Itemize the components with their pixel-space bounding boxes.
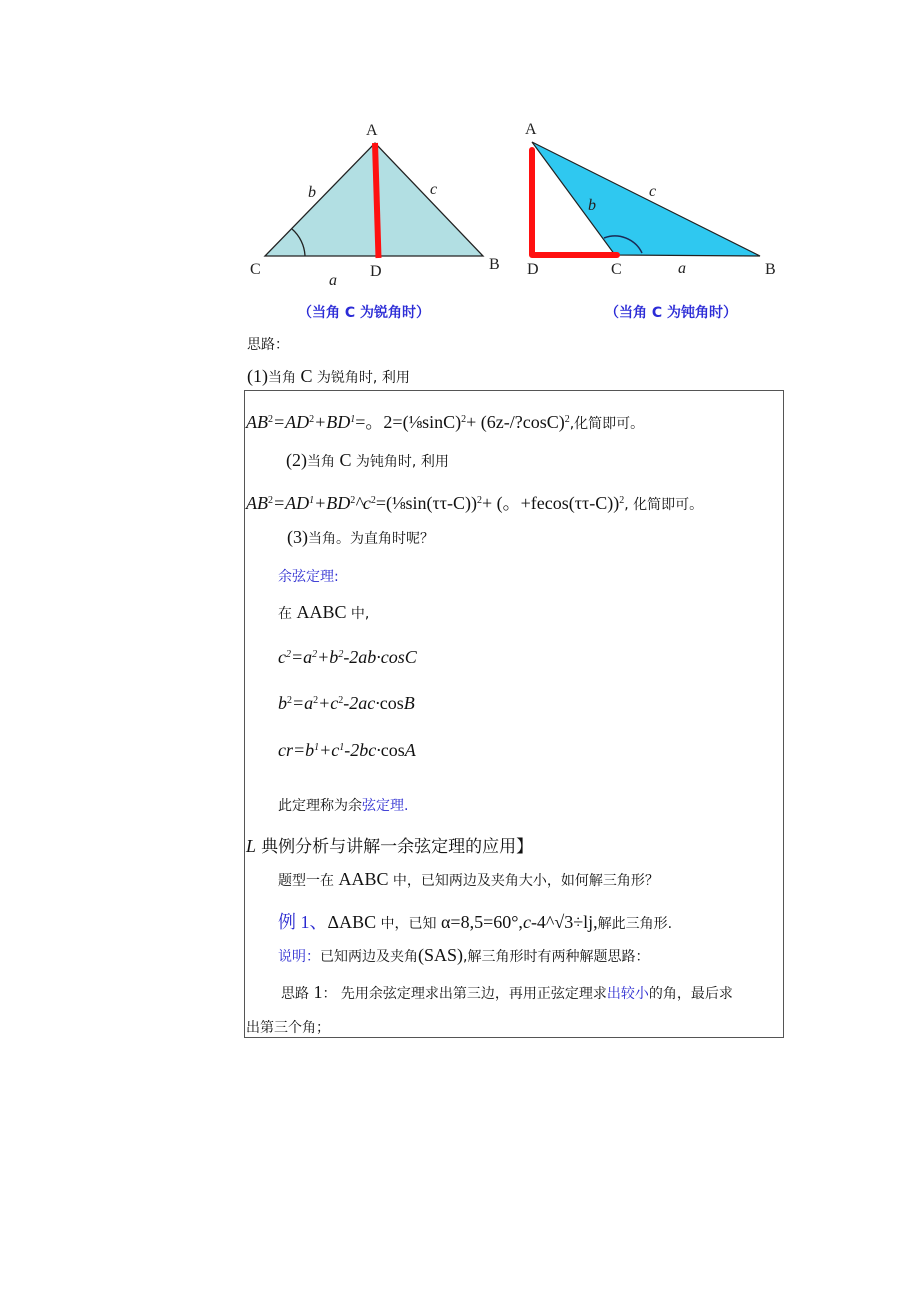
case2-line bbox=[286, 450, 449, 471]
eq2-sup: 2 bbox=[476, 495, 482, 506]
case1-line bbox=[247, 366, 410, 387]
side-b: b bbox=[588, 197, 596, 214]
case3-number: (3) bbox=[287, 527, 308, 547]
note-sas: (SAS) bbox=[418, 945, 464, 965]
f3-part: cr=b bbox=[278, 740, 315, 760]
vertex-a: A bbox=[366, 122, 378, 139]
example-label: 例 1、 bbox=[278, 912, 328, 932]
case2-text-a: 当角 bbox=[307, 454, 340, 470]
note-line bbox=[278, 945, 649, 966]
idea1-blue: 出较小 bbox=[606, 986, 649, 1002]
idea1-a: 思路 bbox=[281, 986, 314, 1002]
altitude-ad bbox=[375, 143, 379, 258]
f2-part: =a bbox=[292, 693, 314, 713]
eq1-sup: 2 bbox=[268, 414, 273, 425]
f1-part: =a bbox=[291, 647, 313, 667]
section-l: L bbox=[246, 836, 257, 856]
section-heading bbox=[246, 832, 533, 857]
idea-1-line bbox=[281, 982, 733, 1003]
eq1-sup: 2 bbox=[309, 414, 315, 425]
f2-part: B bbox=[403, 693, 415, 713]
side-c: c bbox=[430, 181, 438, 198]
case3-line bbox=[287, 527, 434, 548]
eq2-bd: +BD bbox=[314, 493, 351, 513]
idea1-num: 1 bbox=[313, 982, 323, 1002]
eq2-sup: 1 bbox=[309, 495, 315, 506]
f2-part: -2ac· bbox=[343, 693, 380, 713]
case2-c: C bbox=[339, 450, 352, 470]
note-label: 说明： bbox=[278, 949, 320, 965]
obtuse-triangle-figure bbox=[510, 110, 790, 330]
in-triangle-a: 在 bbox=[278, 606, 297, 622]
case1-text-a: 当角 bbox=[268, 370, 301, 386]
case1-number: (1) bbox=[247, 366, 268, 386]
example-d: c bbox=[522, 912, 531, 932]
eq2-sup: 2 bbox=[370, 495, 376, 506]
eq1-bd: +BD bbox=[314, 412, 351, 432]
vertex-d: D bbox=[370, 263, 382, 280]
f2-cos: cos bbox=[379, 693, 404, 713]
obtuse-triangle-shape bbox=[532, 142, 760, 256]
cosine-formula-c bbox=[278, 647, 417, 668]
vertex-b: B bbox=[489, 256, 500, 273]
note-c: ,解三角形时有两种解题思路： bbox=[463, 949, 650, 965]
case2-text-b: 为钝角时, 利用 bbox=[351, 454, 449, 470]
eq1-rest2: + (6z-/?cosC) bbox=[466, 412, 565, 432]
f3-cos: cos bbox=[380, 740, 405, 760]
eq1-tail: ,化简即可。 bbox=[569, 416, 645, 432]
silu-heading: 思路： bbox=[247, 337, 289, 353]
side-b: b bbox=[308, 184, 316, 201]
acute-triangle-figure bbox=[240, 110, 510, 330]
eq1-sup: 1 bbox=[350, 414, 356, 425]
example-c: α=8,5=60°, bbox=[441, 912, 523, 932]
type1-a: 题型一在 bbox=[278, 873, 339, 889]
eq1-sup: 2 bbox=[564, 414, 570, 425]
f3-part: A bbox=[404, 740, 416, 760]
f2-sup: 2 bbox=[313, 695, 319, 706]
eq2-sup: 2 bbox=[350, 495, 356, 506]
side-a: a bbox=[329, 272, 337, 289]
side-a: a bbox=[678, 260, 686, 277]
idea-1-continuation: 出第三个角； bbox=[246, 1020, 330, 1036]
in-triangle-line bbox=[278, 602, 369, 623]
example-e: -4^√3÷lj, bbox=[530, 912, 598, 932]
vertex-b: B bbox=[765, 261, 776, 278]
case3-text: 当角。为直角时呢？ bbox=[308, 531, 434, 547]
f1-part: +b bbox=[317, 647, 339, 667]
f3-sup: 1 bbox=[314, 742, 320, 753]
note-a: 已知两边及夹角 bbox=[320, 949, 418, 965]
problem-type-1 bbox=[278, 869, 659, 890]
example-f: 解此三角形. bbox=[597, 916, 673, 932]
type1-abc: AABC bbox=[338, 869, 389, 889]
cosine-formula-a bbox=[278, 740, 416, 761]
f2-part: b bbox=[278, 693, 287, 713]
f2-part: +c bbox=[318, 693, 339, 713]
idea1-c: 的角，最后求 bbox=[648, 986, 733, 1002]
equation-1 bbox=[246, 408, 644, 434]
theorem-naming-b: 弦定理. bbox=[362, 798, 409, 814]
eq1-ab: AB bbox=[246, 412, 268, 432]
eq2-sup: 2 bbox=[619, 495, 625, 506]
case1-text-b: 为锐角时, 利用 bbox=[312, 370, 410, 386]
eq2-sup: 2 bbox=[268, 495, 273, 506]
eq2-ad: =AD bbox=[273, 493, 310, 513]
f2-sup: 2 bbox=[287, 695, 292, 706]
theorem-title: 余弦定理: bbox=[278, 569, 339, 585]
eq2-ab: AB bbox=[246, 493, 268, 513]
cosine-formula-b bbox=[278, 693, 415, 714]
eq2-rest2: + (。+fecos(ττ-C)) bbox=[481, 493, 620, 513]
theorem-naming bbox=[278, 795, 408, 815]
f1-sup: 2 bbox=[312, 649, 318, 660]
f3-part: -2bc· bbox=[344, 740, 381, 760]
content-box bbox=[244, 390, 784, 1038]
f3-part: +c bbox=[319, 740, 340, 760]
f1-part: -2ab·cosC bbox=[343, 647, 417, 667]
in-triangle-abc: AABC bbox=[296, 602, 347, 622]
idea1-b: ： 先用余弦定理求出第三边，再用正弦定理求 bbox=[322, 986, 607, 1002]
f1-sup: 2 bbox=[338, 649, 344, 660]
type1-c: 中，已知两边及夹角大小，如何解三角形？ bbox=[388, 873, 659, 889]
f1-sup: 2 bbox=[286, 649, 291, 660]
eq2-rest: =(⅛sin(ττ-C)) bbox=[375, 493, 477, 513]
in-triangle-c: 中, bbox=[346, 606, 370, 622]
vertex-d: D bbox=[527, 261, 539, 278]
vertex-a: A bbox=[525, 121, 537, 138]
example-1 bbox=[278, 908, 672, 934]
side-c: c bbox=[649, 183, 657, 200]
case1-c: C bbox=[300, 366, 313, 386]
vertex-c: C bbox=[611, 261, 622, 278]
example-b: 中，已知 bbox=[376, 916, 441, 932]
eq1-rest: =。2=(⅛sinC) bbox=[355, 412, 462, 432]
obtuse-caption: （当角 C 为钝角时） bbox=[605, 305, 738, 321]
eq2-tail: , 化简即可。 bbox=[624, 497, 704, 513]
eq2-c: ^c bbox=[355, 493, 371, 513]
case2-number: (2) bbox=[286, 450, 307, 470]
section-title: 典例分析与讲解一余弦定理的应用】 bbox=[261, 837, 534, 857]
vertex-c: C bbox=[250, 261, 261, 278]
eq1-ad: =AD bbox=[273, 412, 310, 432]
equation-2 bbox=[246, 489, 703, 515]
f2-sup: 2 bbox=[338, 695, 344, 706]
f1-part: c bbox=[278, 647, 286, 667]
acute-caption: （当角 C 为锐角时） bbox=[298, 305, 431, 321]
example-abc: ΔABC bbox=[327, 912, 377, 932]
eq1-sup: 2 bbox=[461, 414, 467, 425]
theorem-naming-a: 此定理称为余 bbox=[278, 798, 362, 814]
f3-sup: 1 bbox=[339, 742, 345, 753]
